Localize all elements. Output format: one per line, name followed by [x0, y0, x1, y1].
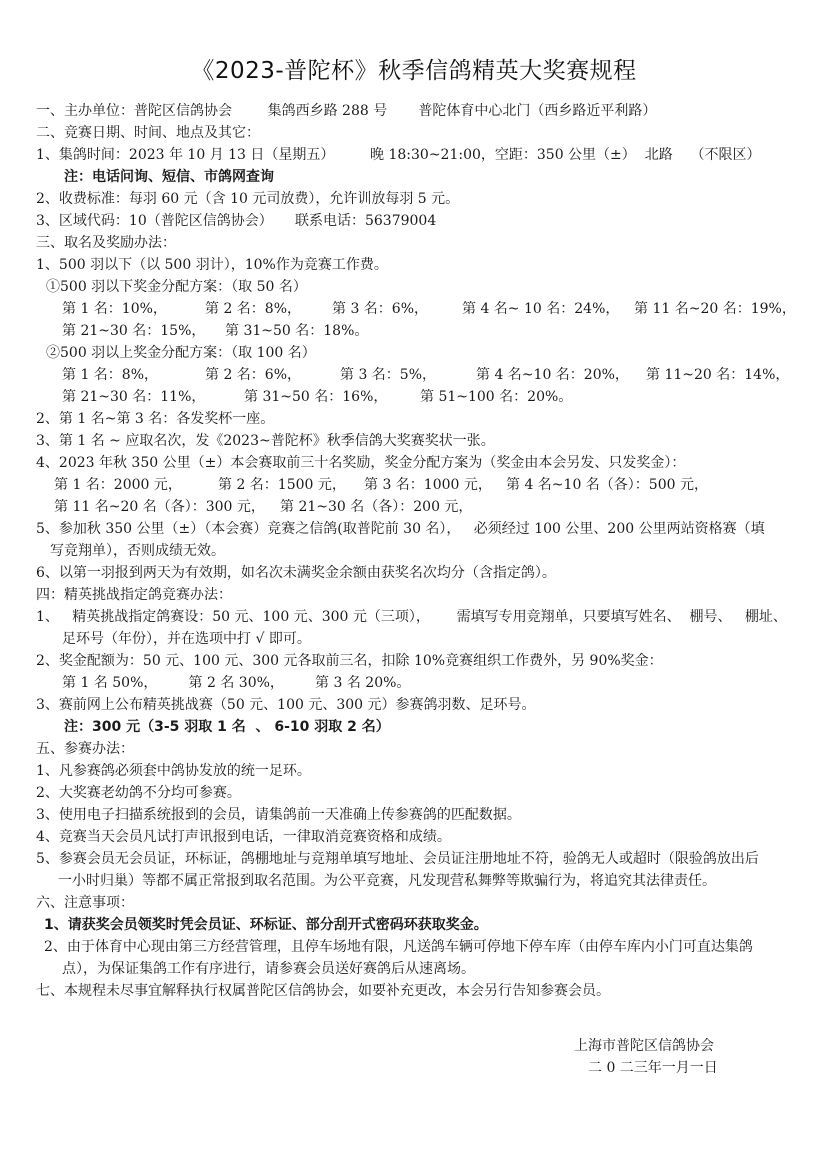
fee-line: 2、收费标准：每羽 60 元（含 10 元司放费），允许训放每羽 5 元。	[36, 191, 460, 207]
section-2-heading: 二、竞赛日期、时间、地点及其它：	[36, 125, 260, 141]
signature-date: 二 0 二三年一月一日	[588, 1060, 718, 1076]
plan-a-cell: 第 11 名~20 名：19%，	[634, 301, 796, 317]
rule-3-2: 2、第 1 名~第 3 名：各发奖杯一座。	[36, 411, 275, 427]
rule-4-note: 注：300 元（3-5 羽取 1 名 、 6-10 羽取 2 名）	[64, 719, 390, 735]
plan-c-row-1	[54, 475, 824, 495]
rule-5-2: 2、大奖赛老幼鸽不分均可参赛。	[36, 785, 241, 801]
plan-b-cell: 第 31~50 名：16%，	[244, 389, 388, 405]
rule-3-4: 4、2023 年秋 350 公里（±）本会赛取前三十名奖励，奖金分配方案为（奖金由本会另发、只发奖金）：	[36, 455, 686, 471]
plan-c-cell: 第 21~30 名（各）：200 元，	[280, 499, 473, 515]
rule-5-1: 1、凡参赛鸽必须套中鸽协发放的统一足环。	[36, 763, 311, 779]
rule-5-3: 3、使用电子扫描系统报到的会员，请集鸽前一天准确上传参赛鸽的匹配数据。	[36, 807, 521, 823]
plan-c-row-2	[54, 497, 824, 517]
plan-c-cell: 第 4 名~10 名（各）：500 元，	[506, 477, 708, 493]
organizer-line: 一、主办单位：普陀区信鸽协会 集鸽西乡路 288 号 普陀体育中心北门（西乡路近平利路）	[36, 103, 657, 119]
plan-a-heading: ①500 羽以下奖金分配方案：（取 50 名）	[46, 279, 307, 295]
signature-org: 上海市普陀区信鸽协会	[574, 1038, 714, 1054]
rule-4-2: 2、奖金配额为：50 元、100 元、300 元各取前三名，扣除 10%竞赛组织工作费外，另 90%奖金：	[36, 653, 663, 669]
plan-b-cell: 第 11~20 名：14%，	[646, 367, 790, 383]
rule-6-2-cont: 点），为保证集鸽工作有序进行，请参赛会员送好赛鸽后从速离场。	[62, 961, 475, 977]
plan-c-cell: 第 1 名：2000 元，	[54, 477, 182, 493]
plan-b-cell: 第 2 名：6%，	[205, 367, 302, 383]
section-7-line: 七、本规程未尽事宜解释执行权属普陀区信鸽协会，如要补充更改，本会另行告知参赛会员。	[36, 983, 610, 999]
rule-5-5: 5、参赛会员无会员证，环标证，鸽棚地址与竞翔单填写地址、会员证注册地址不符，验鸽无人或超时（限验鸽放出后	[36, 851, 759, 867]
rule-4-3: 3、赛前网上公布精英挑战赛（50 元、100 元、300 元）参赛鸽羽数、足环号。	[36, 697, 536, 713]
plan-c-cell: 第 3 名：1000 元，	[364, 477, 492, 493]
plan-b-cell: 第 3 名：5%，	[340, 367, 437, 383]
rule-4-1-cont: 足环号（年份），并在选项中打 √ 即可。	[62, 631, 311, 647]
plan-c-cell: 第 11 名~20 名（各）：300 元，	[54, 499, 265, 515]
plan-b-row-1	[62, 365, 822, 385]
area-code-line: 3、区域代码：10（普陀区信鸽协会） 联系电话：56379004	[36, 213, 437, 229]
rule-3-5-cont: 写竞翔单），否则成绩无效。	[50, 543, 225, 559]
collection-time-line: 1、集鸽时间：2023 年 10 月 13 日（星期五） 晚 18:30~21:00，空距：350 公里（±） 北路 （不限区）	[36, 147, 761, 163]
plan-b-cell: 第 4 名~10 名：20%，	[476, 367, 629, 383]
rule-6-2: 2、由于体育中心现由第三方经营管理，且停车场地有限，凡送鸽车辆可停地下停车库（由停车库内小门可直达集鸽	[44, 939, 753, 955]
plan-b-row-2	[62, 387, 822, 407]
plan-a-cell: 第 4 名~ 10 名：24%，	[462, 301, 620, 317]
rule-3-3: 3、第 1 名 ~ 应取名次，发《2023~普陀杯》秋季信鸽大奖赛奖状一张。	[36, 433, 495, 449]
plan-b-cell: 第 21~30 名：11%，	[62, 389, 206, 405]
inquiry-note: 注：电话问询、短信、市鸽网查询	[64, 169, 274, 185]
plan-a-cell: 第 3 名：6%，	[332, 301, 429, 317]
document-title: 《2023-普陀杯》秋季信鸽精英大奖赛规程	[191, 58, 637, 84]
rule-6-1: 1、请获奖会员领奖时凭会员证、环标证、部分刮开式密码环获取奖金。	[44, 917, 488, 933]
section-3-heading: 三、取名及奖励办法：	[36, 235, 176, 251]
plan-b-heading: ②500 羽以上奖金分配方案：（取 100 名）	[46, 345, 316, 361]
rule-3-6: 6、以第一羽报到两天为有效期，如名次未满奖金余额由获奖名次均分（含指定鸽）。	[36, 565, 556, 581]
plan-a-cell: 第 1 名：10%，	[62, 301, 167, 317]
plan-a-row-1	[62, 299, 822, 319]
plan-a-cell: 第 21~30 名：15%，	[62, 323, 206, 339]
rule-4-1: 1、 精英挑战指定鸽赛设：50 元、100 元、300 元（三项）， 需填写专用竞翔单，只要填写姓名、 棚号、 棚址、	[36, 609, 787, 625]
rule-5-4: 4、竞赛当天会员凡试打声讯报到电话，一律取消竞赛资格和成绩。	[36, 829, 451, 845]
rule-5-5-cont: 一小时归巢）等都不属正常报到取名范围。为公平竞赛，凡发现营私舞弊等欺骗行为，将追究其法律责任。	[58, 873, 716, 889]
plan-a-cell: 第 31~50 名：18%。	[225, 323, 369, 339]
plan-a-cell: 第 2 名：8%，	[205, 301, 302, 317]
rule-3-1: 1、500 羽以下（以 500 羽计），10%作为竞赛工作费。	[36, 257, 388, 273]
plan-b-cell: 第 1 名：8%，	[62, 367, 159, 383]
section-5-heading: 五、参赛办法：	[36, 741, 134, 757]
plan-c-cell: 第 2 名：1500 元，	[218, 477, 346, 493]
rule-4-2-split: 第 1 名 50%， 第 2 名 30%， 第 3 名 20%。	[62, 675, 411, 691]
plan-a-row-2	[62, 321, 822, 341]
section-4-heading: 四：精英挑战指定鸽竞赛办法：	[36, 587, 232, 603]
section-6-heading: 六、注意事项：	[36, 895, 134, 911]
rule-3-5: 5、参加秋 350 公里（±）（本会赛）竞赛之信鸽(取普陀前 30 名）， 必须经过 100 公里、200 公里两站资格赛（填	[36, 521, 765, 537]
plan-b-cell: 第 51~100 名：20%。	[420, 389, 573, 405]
